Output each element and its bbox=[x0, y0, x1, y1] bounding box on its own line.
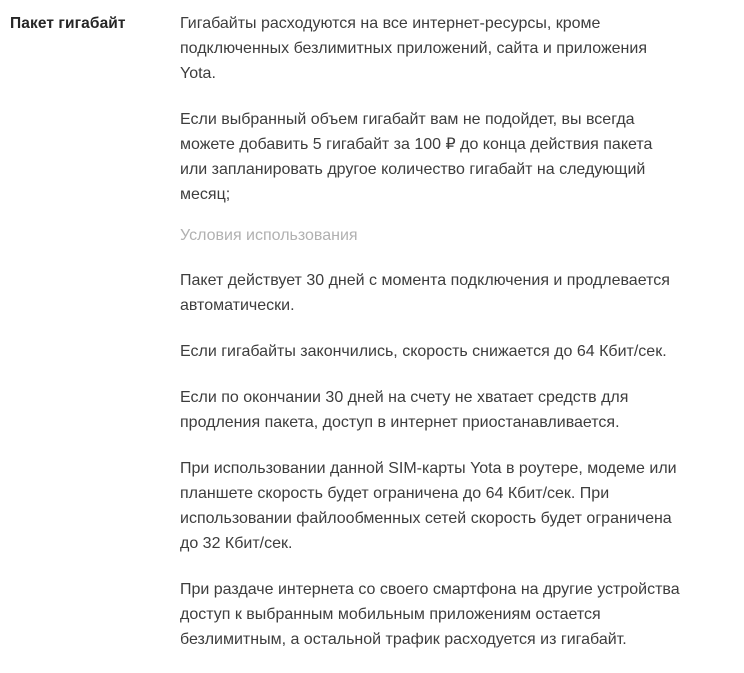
description-paragraph: Пакет действует 30 дней с момента подключения и продлевается автоматически. bbox=[180, 272, 670, 314]
description-paragraph: Если выбранный объем гигабайт вам не подойдет, вы всегда можете добавить 5 гигабайт за 100 ₽ до конца действия пакета или запланировать другое количество гигабайт на следующий месяц; bbox=[180, 111, 653, 203]
description-paragraph: При раздаче интернета со своего смартфона на другие устройства доступ к выбранным мобильным приложениям остается безлимитным, а остальной трафик расходуется из гигабайт. bbox=[180, 581, 680, 648]
description-paragraph: При использовании данной SIM-карты Yota в роутере, модеме или планшете скорость будет ограничена до 64 Кбит/сек. При использовании файлообменных сетей скорость будет ограничена до 32 Кбит/сек. bbox=[180, 460, 677, 552]
usage-terms-subheading: Условия использования bbox=[180, 227, 358, 244]
description-paragraph: Гигабайты расходуются на все интернет-ресурсы, кроме подключенных безлимитных приложений, сайта и приложения Yota. bbox=[180, 15, 647, 82]
plan-description bbox=[180, 11, 682, 673]
plan-name-label: Пакет гигабайт bbox=[10, 15, 126, 32]
description-paragraph: Если по окончании 30 дней на счету не хватает средств для продления пакета, доступ в интернет приостанавливается. bbox=[180, 389, 629, 431]
description-paragraph: Если гигабайты закончились, скорость снижается до 64 Кбит/сек. bbox=[180, 343, 667, 360]
